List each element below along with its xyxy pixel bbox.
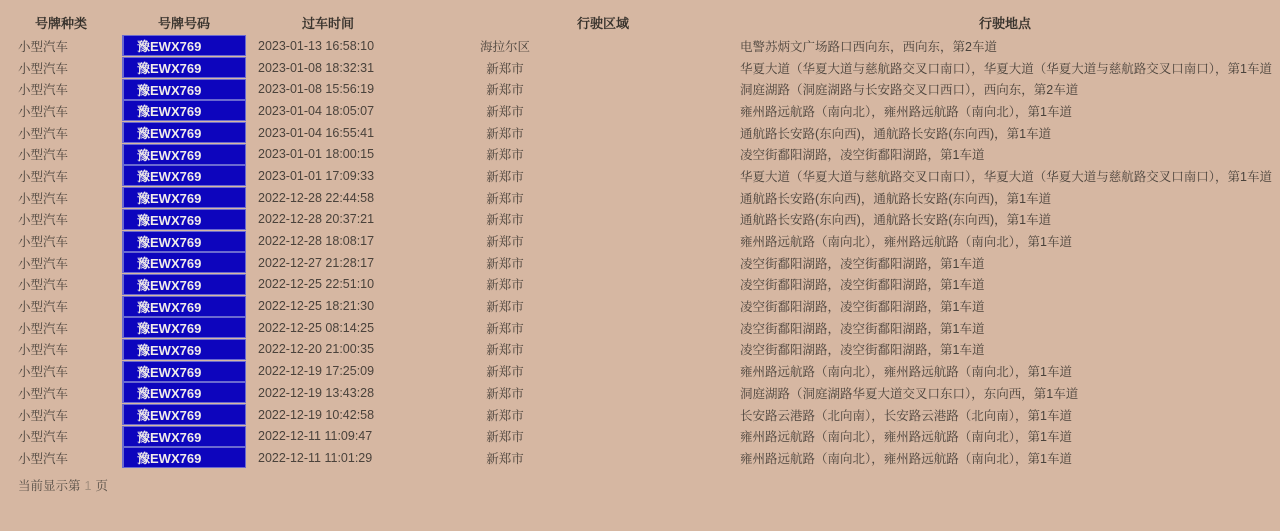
cell-driving-area — [430, 362, 730, 380]
current-page-number: 1 — [84, 478, 92, 493]
cell-pass-time: 2023-01-01 17:09:33 — [258, 168, 375, 183]
cell-pass-time: 2022-12-19 17:25:09 — [258, 364, 375, 379]
cell-pass-time: 2022-12-19 13:43:28 — [258, 385, 375, 400]
cell-driving-location: 凌空街鄱阳湖路，凌空街鄱阳湖路，第1车道 — [740, 148, 985, 163]
plate-number-badge[interactable]: 豫EWX769 — [122, 296, 246, 317]
table-row — [0, 295, 1280, 317]
cell-pass-time: 2023-01-08 15:56:19 — [258, 82, 375, 97]
cell-driving-area — [430, 275, 730, 293]
header-pass-time: 过车时间 — [301, 15, 354, 31]
plate-number-badge[interactable]: 豫EWX769 — [122, 447, 246, 468]
table-row — [0, 317, 1280, 339]
cell-plate-type: 小型汽车 — [18, 256, 69, 271]
cell-driving-area — [430, 406, 730, 424]
table-row — [0, 360, 1280, 382]
cell-pass-time: 2022-12-27 21:28:17 — [258, 255, 375, 270]
plate-number-badge[interactable]: 豫EWX769 — [122, 231, 246, 252]
cell-driving-area — [430, 59, 730, 77]
cell-pass-time: 2022-12-11 11:09:47 — [258, 429, 373, 444]
cell-plate-type: 小型汽车 — [18, 126, 69, 141]
plate-number-badge[interactable]: 豫EWX769 — [122, 187, 246, 208]
plate-number-badge[interactable]: 豫EWX769 — [122, 404, 246, 425]
plate-number-badge[interactable]: 豫EWX769 — [122, 165, 246, 186]
plate-number-badge[interactable]: 豫EWX769 — [122, 317, 246, 338]
cell-plate-type: 小型汽车 — [18, 430, 69, 445]
cell-driving-area — [430, 319, 730, 337]
cell-driving-location: 长安路云港路（北向南），长安路云港路（北向南），第1车道 — [740, 408, 1072, 423]
cell-plate-number — [122, 382, 246, 403]
cell-pass-time: 2022-12-25 22:51:10 — [258, 277, 375, 292]
cell-plate-number — [122, 252, 246, 273]
cell-driving-area — [430, 167, 730, 185]
plate-number-badge[interactable]: 豫EWX769 — [122, 361, 246, 382]
header-plate-number: 号牌号码 — [157, 15, 210, 31]
cell-plate-type: 小型汽车 — [18, 343, 69, 358]
pagination-prefix: 当前显示第 — [18, 478, 81, 493]
plate-number-badge[interactable]: 豫EWX769 — [122, 79, 246, 100]
cell-plate-type: 小型汽车 — [18, 169, 69, 184]
driving-area-value: 新郑市 — [486, 430, 524, 445]
driving-area-value: 新郑市 — [486, 83, 524, 98]
plate-number-badge[interactable]: 豫EWX769 — [122, 252, 246, 273]
table-header-row — [0, 9, 1280, 35]
plate-number-badge[interactable]: 豫EWX769 — [122, 209, 246, 230]
cell-plate-number — [122, 35, 246, 56]
header-plate-type: 号牌种类 — [34, 15, 87, 31]
cell-driving-location: 雍州路远航路（南向北），雍州路远航路（南向北），第1车道 — [740, 430, 1072, 445]
table-row — [0, 57, 1280, 79]
driving-area-value: 新郑市 — [486, 386, 524, 401]
table-row — [0, 122, 1280, 144]
plate-number-badge[interactable]: 豫EWX769 — [122, 382, 246, 403]
table-row — [0, 274, 1280, 296]
cell-pass-time: 2022-12-19 10:42:58 — [258, 407, 375, 422]
driving-area-value: 新郑市 — [486, 191, 524, 206]
cell-plate-type: 小型汽车 — [18, 278, 69, 293]
cell-driving-location: 洞庭湖路（洞庭湖路与长安路交叉口西口），西向东，第2车道 — [740, 83, 1079, 98]
table-row — [0, 404, 1280, 426]
cell-plate-type: 小型汽车 — [18, 148, 69, 163]
driving-area-value: 海拉尔区 — [479, 39, 530, 54]
table-row — [0, 425, 1280, 447]
cell-plate-type: 小型汽车 — [18, 300, 69, 315]
cell-driving-location: 雍州路远航路（南向北），雍州路远航路（南向北），第1车道 — [740, 451, 1072, 466]
cell-driving-area — [430, 80, 730, 98]
header-driving-area: 行驶区域 — [576, 15, 629, 31]
driving-area-value: 新郑市 — [486, 126, 524, 141]
cell-plate-number — [122, 209, 246, 230]
table-row — [0, 339, 1280, 361]
driving-area-value: 新郑市 — [486, 321, 524, 336]
table-row — [0, 187, 1280, 209]
table-row — [0, 230, 1280, 252]
pagination-status — [18, 476, 1280, 494]
cell-plate-number — [122, 361, 246, 382]
cell-plate-number — [122, 122, 246, 143]
cell-driving-location: 华夏大道（华夏大道与慈航路交叉口南口），华夏大道（华夏大道与慈航路交叉口南口），第1车道 — [740, 61, 1272, 76]
cell-plate-type: 小型汽车 — [18, 191, 69, 206]
cell-driving-area — [430, 210, 730, 228]
cell-driving-location: 洞庭湖路（洞庭湖路华夏大道交叉口东口），东向西，第1车道 — [740, 386, 1079, 401]
cell-driving-location: 通航路长安路(东向西)，通航路长安路(东向西)，第1车道 — [740, 126, 1052, 141]
driving-area-value: 新郑市 — [486, 213, 524, 228]
cell-driving-area — [430, 232, 730, 250]
cell-plate-number — [122, 165, 246, 186]
cell-plate-number — [122, 100, 246, 121]
driving-area-value: 新郑市 — [486, 235, 524, 250]
cell-driving-location: 华夏大道（华夏大道与慈航路交叉口南口），华夏大道（华夏大道与慈航路交叉口南口），第1车道 — [740, 169, 1272, 184]
plate-number-badge[interactable]: 豫EWX769 — [122, 426, 246, 447]
cell-driving-location: 凌空街鄱阳湖路，凌空街鄱阳湖路，第1车道 — [740, 300, 985, 315]
cell-plate-number — [122, 317, 246, 338]
table-row — [0, 165, 1280, 187]
table-body — [0, 35, 1280, 469]
driving-area-value: 新郑市 — [486, 365, 524, 380]
table-row — [0, 382, 1280, 404]
table-row — [0, 35, 1280, 57]
cell-pass-time: 2023-01-04 16:55:41 — [258, 125, 375, 140]
cell-driving-location: 电警苏炳文广场路口西向东，西向东，第2车道 — [740, 39, 997, 54]
cell-driving-area — [430, 427, 730, 445]
cell-pass-time: 2022-12-11 11:01:29 — [258, 450, 373, 465]
plate-number-badge[interactable]: 豫EWX769 — [122, 35, 246, 56]
plate-number-badge[interactable]: 豫EWX769 — [122, 339, 246, 360]
cell-driving-area — [430, 102, 730, 120]
cell-plate-type: 小型汽车 — [18, 451, 69, 466]
cell-pass-time: 2022-12-25 18:21:30 — [258, 299, 375, 314]
cell-pass-time: 2023-01-08 18:32:31 — [258, 60, 375, 75]
plate-number-badge[interactable]: 豫EWX769 — [122, 144, 246, 165]
cell-plate-type: 小型汽车 — [18, 235, 69, 250]
table-row — [0, 78, 1280, 100]
plate-number-badge[interactable]: 豫EWX769 — [122, 100, 246, 121]
cell-driving-location: 凌空街鄱阳湖路，凌空街鄱阳湖路，第1车道 — [740, 321, 985, 336]
cell-driving-area — [430, 37, 730, 55]
driving-area-value: 新郑市 — [486, 278, 524, 293]
cell-driving-location: 凌空街鄱阳湖路，凌空街鄱阳湖路，第1车道 — [740, 278, 985, 293]
cell-plate-number — [122, 144, 246, 165]
cell-plate-type: 小型汽车 — [18, 321, 69, 336]
cell-plate-type: 小型汽车 — [18, 104, 69, 119]
pagination-suffix: 页 — [95, 478, 108, 493]
cell-plate-type: 小型汽车 — [18, 61, 69, 76]
table-row — [0, 100, 1280, 122]
cell-plate-type: 小型汽车 — [18, 213, 69, 228]
cell-driving-area — [430, 124, 730, 142]
driving-area-value: 新郑市 — [486, 408, 524, 423]
cell-plate-type: 小型汽车 — [18, 83, 69, 98]
cell-plate-number — [122, 274, 246, 295]
driving-area-value: 新郑市 — [486, 343, 524, 358]
cell-plate-number — [122, 339, 246, 360]
cell-driving-location: 通航路长安路(东向西)，通航路长安路(东向西)，第1车道 — [740, 191, 1052, 206]
cell-pass-time: 2022-12-28 18:08:17 — [258, 234, 375, 249]
cell-pass-time: 2022-12-28 20:37:21 — [258, 212, 375, 227]
table-row — [0, 447, 1280, 469]
cell-pass-time: 2023-01-13 16:58:10 — [258, 38, 375, 53]
driving-area-value: 新郑市 — [486, 256, 524, 271]
plate-number-badge[interactable]: 豫EWX769 — [122, 274, 246, 295]
cell-driving-area — [430, 189, 730, 207]
cell-driving-area — [430, 254, 730, 272]
cell-plate-type: 小型汽车 — [18, 408, 69, 423]
cell-plate-number — [122, 426, 246, 447]
table-row — [0, 252, 1280, 274]
cell-driving-location: 雍州路远航路（南向北），雍州路远航路（南向北），第1车道 — [740, 104, 1072, 119]
plate-number-badge[interactable]: 豫EWX769 — [122, 122, 246, 143]
cell-plate-number — [122, 79, 246, 100]
driving-area-value: 新郑市 — [486, 451, 524, 466]
cell-plate-number — [122, 447, 246, 468]
table-row — [0, 143, 1280, 165]
cell-plate-number — [122, 187, 246, 208]
cell-driving-location: 凌空街鄱阳湖路，凌空街鄱阳湖路，第1车道 — [740, 343, 985, 358]
cell-driving-location: 凌空街鄱阳湖路，凌空街鄱阳湖路，第1车道 — [740, 256, 985, 271]
cell-pass-time: 2022-12-25 08:14:25 — [258, 320, 375, 335]
cell-plate-number — [122, 57, 246, 78]
cell-pass-time: 2023-01-04 18:05:07 — [258, 103, 375, 118]
header-driving-location: 行驶地点 — [978, 15, 1031, 31]
cell-driving-location: 雍州路远航路（南向北），雍州路远航路（南向北），第1车道 — [740, 235, 1072, 250]
cell-driving-area — [430, 145, 730, 163]
plate-number-badge[interactable]: 豫EWX769 — [122, 57, 246, 78]
cell-driving-area — [430, 384, 730, 402]
table-row — [0, 209, 1280, 231]
cell-plate-type: 小型汽车 — [18, 386, 69, 401]
cell-pass-time: 2023-01-01 18:00:15 — [258, 147, 375, 162]
cell-driving-location: 雍州路远航路（南向北），雍州路远航路（南向北），第1车道 — [740, 365, 1072, 380]
driving-area-value: 新郑市 — [486, 104, 524, 119]
cell-pass-time: 2022-12-20 21:00:35 — [258, 342, 375, 357]
driving-area-value: 新郑市 — [486, 169, 524, 184]
driving-area-value: 新郑市 — [486, 61, 524, 76]
cell-plate-number — [122, 296, 246, 317]
driving-area-value: 新郑市 — [486, 300, 524, 315]
cell-driving-area — [430, 297, 730, 315]
cell-driving-area — [430, 449, 730, 467]
cell-plate-type: 小型汽车 — [18, 365, 69, 380]
cell-driving-location: 通航路长安路(东向西)，通航路长安路(东向西)，第1车道 — [740, 213, 1052, 228]
cell-driving-area — [430, 340, 730, 358]
cell-plate-number — [122, 404, 246, 425]
cell-pass-time: 2022-12-28 22:44:58 — [258, 190, 375, 205]
driving-area-value: 新郑市 — [486, 148, 524, 163]
cell-plate-type: 小型汽车 — [18, 39, 69, 54]
cell-plate-number — [122, 231, 246, 252]
